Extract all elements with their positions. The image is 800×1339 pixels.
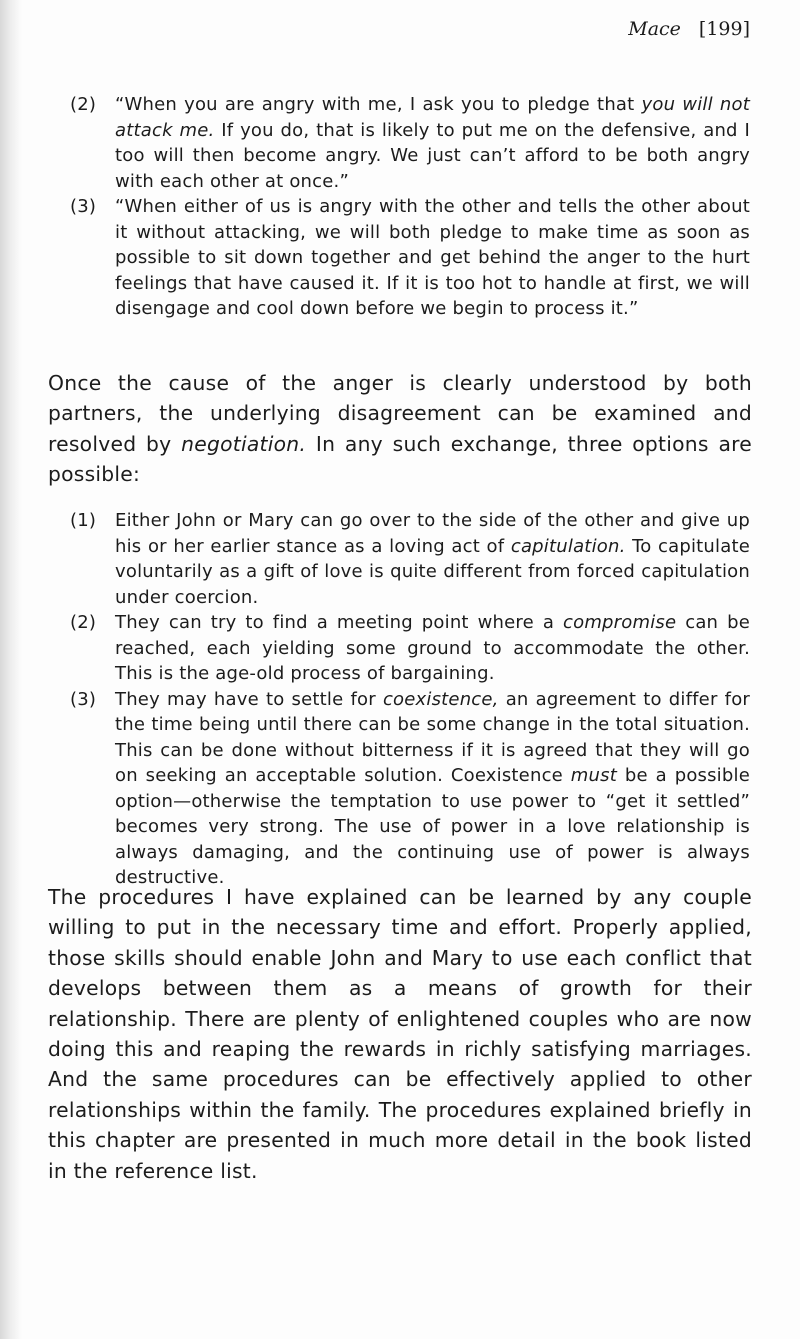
list-item [70,687,750,891]
list-item [70,508,750,610]
list-item-text: Either John or Mary can go over to the side of the other and give up his or her earlier stance as a loving act of [115,510,750,557]
list-item-number: (2) [70,94,97,115]
list-item-text: They may have to settle for [115,688,383,710]
list-item-number: (1) [70,510,97,531]
list-item-emphasis: you will not attack me. [115,94,750,141]
list-item-text: They can try to find a meeting point where a [115,612,564,633]
list-item-text: can be reached, each yielding some ground to accommodate the other. This is the age-old process of bargaining. [115,612,751,684]
page-edge-shadow [0,0,22,1339]
list-item-text: If you do, that is likely to put me on the defensive, and I too will then become angry. We just can’t afford to be both angry with each other at once.” [115,119,750,192]
pledge-list [70,92,750,322]
list-item [70,610,750,687]
list-item-text: To capitulate voluntarily as a gift of love is quite different from forced capitulation under coercion. [115,535,750,608]
running-header-author: Mace [628,18,681,40]
list-item [70,92,750,194]
body-paragraph [48,882,752,1186]
list-item-emphasis: must [570,765,617,786]
paragraph-text: In any such exchange, three options are possible: [48,431,752,487]
list-item-number: (3) [70,688,97,710]
list-item-text: be a possible option—otherwise the temptation to use power to “get it settled” becomes very strong. The use of power in a love relationship is always damaging, and the continuing use of power is always destructive. [115,765,750,888]
list-item [70,194,750,322]
paragraph-text: The procedures I have explained can be learned by any couple willing to put in the necessary time and effort. Properly applied, those skills should enable John and Mary to use each conflict that develops between them as a means of growth for their relationship. There are plenty of enlightened couples who are now doing this and reaping the rewards in richly satisfying marriages. And the same procedures can be effectively applied to other relationships within the family. The procedures explained briefly in this chapter are presented in much more detail in the book listed in the reference list. [48,885,752,1183]
list-item-emphasis: compromise [563,612,677,633]
list-item-text: an agreement to differ for the time being until there can be some change in the total situation. This can be done without bitterness if it is agreed that they will go on seeking an acceptable solution. Coexistence [115,688,751,786]
list-item-text: “When either of us is angry with the other and tells the other about it without attacking, we will both pledge to make time as soon as possible to sit down together and get behind the anger to the hurt feelings that have caused it. If it is too hot to handle at first, we will disengage and cool down before we begin to process it.” [115,196,750,319]
list-item-emphasis: coexistence, [382,688,499,710]
options-list [70,508,750,891]
paragraph-emphasis: negotiation. [181,431,307,456]
running-header [628,18,750,40]
list-item-emphasis: capitulation. [510,535,626,557]
page-number: [199] [698,18,750,40]
body-paragraph [48,368,752,490]
list-item-text: “When you are angry with me, I ask you to pledge that [115,94,642,115]
list-item-number: (2) [70,612,97,633]
paragraph-text: Once the cause of the anger is clearly understood by both partners, the underlying disagreement can be examined and resolved by [48,371,752,456]
list-item-number: (3) [70,196,97,217]
